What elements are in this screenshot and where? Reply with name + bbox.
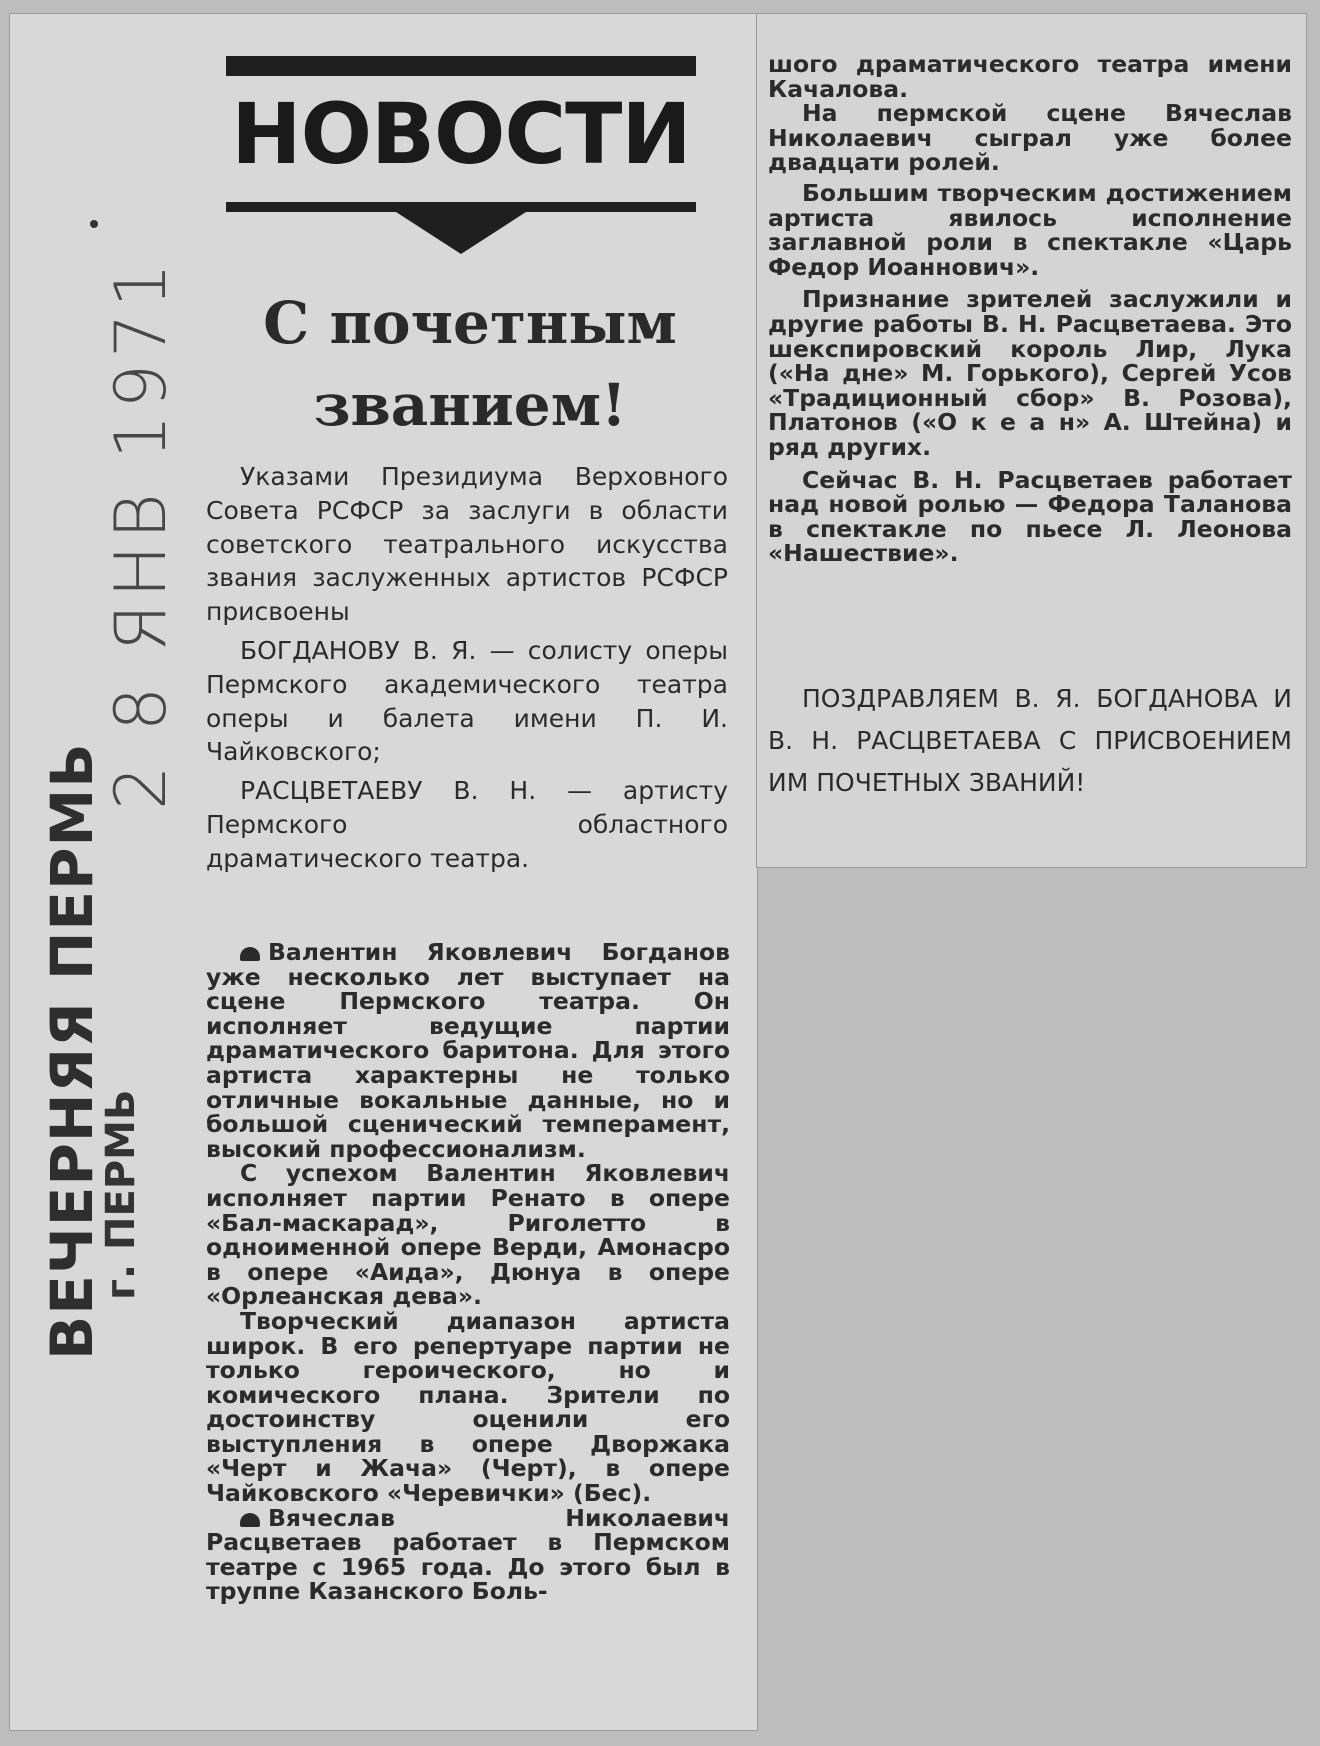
intro-paragraph-1: Указами Президиума Верховного Совета РСФСР за заслуги в области советского театрального искусства звания заслуженных артистов РСФСР присвоены	[206, 462, 728, 627]
rubric-title: НОВОСТИ	[231, 85, 691, 183]
rubric-top-bar	[226, 56, 696, 76]
right-paragraph-0: шого драматического театра имени Качалова.	[768, 50, 1292, 103]
decree-intro	[206, 460, 728, 881]
headline-line-1: С почетным	[263, 289, 677, 357]
stamp-date: 2 8 ЯНВ 1971	[100, 256, 182, 810]
rubric-header	[226, 56, 696, 252]
body-left-column	[206, 940, 730, 1604]
right-paragraph-4: Сейчас В. Н. Расцветаев работает над новой ролью — Федора Таланова в спектакле по пьесе Л. Леонова «Нашествие».	[768, 465, 1292, 568]
bullet-icon	[240, 1513, 260, 1527]
right-paragraph-3: Признание зрителей заслужили и другие работы В. Н. Расцветаева. Это шекспировский король Лир, Лука («На дне» М. Горького), Сергей Усов «Традиционный сбор» В. Розова), Платонов («О к е а н» А. Штейна) и ряд других.	[768, 285, 1292, 461]
headline-line-2: званием!	[313, 371, 627, 439]
archive-stamp	[38, 256, 182, 1370]
intro-paragraph-2: БОГДАНОВУ В. Я. — солисту оперы Пермского академического театра оперы и балета имени П. И. Чайковского;	[206, 635, 728, 767]
left-paragraph-1: Валентин Яковлевич Богданов уже несколько лет выступает на сцене Пермского театра. Он исполняет ведущие партии драматического баритона. Для этого артиста характерны не только отличные вокальные данные, но и большой сценический темперамент, высокий профессионализм.	[206, 938, 730, 1163]
intro-paragraph-3: РАСЦВЕТАЕВУ В. Н. — артисту Пермского областного драматического театра.	[206, 776, 728, 873]
congratulations	[768, 678, 1292, 804]
left-paragraph-3: Творческий диапазон артиста широк. В его репертуаре партии не только героического, но и комического плана. Зрители по достоинству оценили его выступления в опере Дворжака «Черт и Жача» (Черт), в опере Чайковского «Черевички» (Бес).	[206, 1306, 730, 1508]
congratulations-text: ПОЗДРАВЛЯЕМ В. Я. БОГДАНОВА И В. Н. РАСЦВЕТАЕВА С ПРИСВОЕНИЕМ ИМ ПОЧЕТНЫХ ЗВАНИЙ!	[768, 684, 1292, 797]
body-right-column	[768, 52, 1292, 574]
ink-dot	[90, 220, 98, 228]
stamp-city: г. ПЕРМЬ	[98, 1089, 144, 1300]
bullet-icon	[240, 947, 260, 961]
rubric-chevron	[226, 194, 696, 254]
left-paragraph-4: Вячеслав Николаевич Расцветаев работает в Пермском театре с 1965 года. До этого был в труппе Казанского Боль-	[206, 1503, 730, 1606]
left-paragraph-2: С успехом Валентин Яковлевич исполняет партии Ренато в опере «Бал-маскарад», Риголетто в одноименной опере Верди, Амонасро в опере «Аида», Дюнуа в опере «Орлеанская дева».	[206, 1159, 730, 1311]
article-headline	[210, 282, 730, 446]
right-paragraph-2: Большим творческим достижением артиста явилось исполнение заглавной роли в спектакле «Царь Федор Иоаннович».	[768, 178, 1292, 281]
stamp-newspaper: ВЕЧЕРНЯЯ ПЕРМЬ	[38, 742, 106, 1360]
right-paragraph-1: На пермской сцене Вячеслав Николаевич сыграл уже более двадцати ролей.	[768, 99, 1292, 177]
